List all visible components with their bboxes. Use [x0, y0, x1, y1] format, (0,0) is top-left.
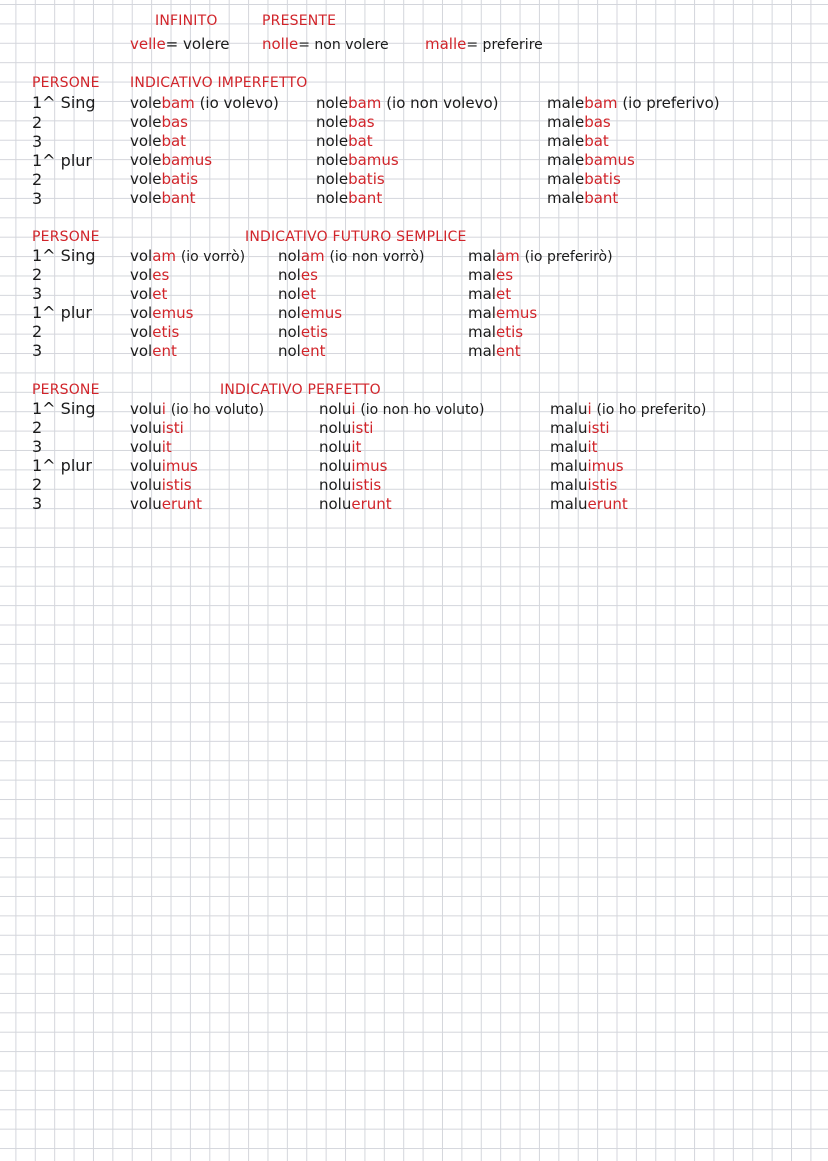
nolle-definition [262, 37, 389, 52]
person-label: 3 [32, 189, 43, 208]
verb-form-malle: malebant [547, 189, 619, 207]
verb-form-velle: voluimus [130, 457, 198, 475]
verb-form-velle: volet [130, 285, 168, 303]
presente-heading: PRESENTE [262, 13, 337, 29]
gloss: (io non vorrò) [329, 249, 425, 265]
verb-form-malle: maluisti [550, 419, 610, 437]
verb-form-malle: malebam (io preferivo) [547, 94, 720, 112]
verb-form-nolle: noluisti [319, 419, 374, 437]
gloss: (io ho voluto) [170, 402, 265, 418]
malle-stem: malle [425, 35, 467, 53]
verb-form-velle: volebas [130, 113, 188, 131]
verb-form-malle: maluistis [550, 476, 618, 494]
persone-label: PERSONE [32, 382, 100, 398]
person-label: 2 [32, 418, 43, 437]
gloss: (io vorrò) [180, 249, 246, 265]
verb-form-malle: malui (io ho preferito) [550, 400, 707, 418]
verb-form-velle: voluistis [130, 476, 192, 494]
nolle-stem: nolle [262, 35, 299, 53]
verb-form-nolle: nolebas [316, 113, 375, 131]
person-label: 1^ Sing [32, 399, 96, 418]
verb-form-malle: maluimus [550, 457, 624, 475]
gloss: (io preferirò) [524, 249, 613, 265]
verb-form-nolle: nolebant [316, 189, 383, 207]
verb-form-nolle: nolam (io non vorrò) [278, 247, 425, 265]
verb-form-velle: volebamus [130, 151, 213, 169]
verb-form-nolle: noluistis [319, 476, 382, 494]
verb-form-malle: malet [468, 285, 512, 303]
gloss: (io volevo) [199, 94, 279, 112]
verb-form-nolle: nolui (io non ho voluto) [319, 400, 485, 418]
verb-form-velle: volui (io ho voluto) [130, 400, 265, 418]
verb-form-nolle: nolet [278, 285, 316, 303]
verb-form-malle: malebat [547, 132, 609, 150]
verb-form-malle: maluit [550, 438, 598, 456]
section-title: INDICATIVO PERFETTO [220, 382, 381, 398]
verb-form-nolle: nolent [278, 342, 326, 360]
verb-form-velle: volam (io vorrò) [130, 247, 246, 265]
person-label: 3 [32, 437, 43, 456]
gloss: (io non ho voluto) [360, 402, 485, 418]
verb-form-nolle: nolebam (io non volevo) [316, 94, 499, 112]
person-label: 1^ Sing [32, 246, 96, 265]
persone-label: PERSONE [32, 229, 100, 245]
verb-form-malle: maletis [468, 323, 524, 341]
person-label: 1^ plur [32, 151, 92, 170]
verb-form-nolle: noles [278, 266, 318, 284]
verb-form-nolle: noluimus [319, 457, 388, 475]
malle-meaning: = preferire [466, 37, 543, 53]
person-label: 3 [32, 132, 43, 151]
section-title: INDICATIVO IMPERFETTO [130, 75, 308, 91]
verb-form-malle: malebatis [547, 170, 621, 188]
verb-form-velle: volent [130, 342, 177, 360]
verb-form-velle: voletis [130, 323, 180, 341]
person-label: 1^ Sing [32, 93, 96, 112]
person-label: 1^ plur [32, 456, 92, 475]
person-label: 3 [32, 341, 43, 360]
person-label: 1^ plur [32, 303, 92, 322]
verb-form-velle: voles [130, 266, 170, 284]
verb-form-malle: males [468, 266, 514, 284]
verb-form-velle: voluisti [130, 419, 184, 437]
verb-form-velle: voluit [130, 438, 172, 456]
person-label: 2 [32, 322, 43, 341]
velle-definition [130, 37, 230, 52]
section-title: INDICATIVO FUTURO SEMPLICE [245, 229, 467, 245]
person-label: 2 [32, 170, 43, 189]
persone-label: PERSONE [32, 75, 100, 91]
person-label: 2 [32, 265, 43, 284]
verb-form-nolle: nolebatis [316, 170, 385, 188]
verb-form-velle: volebat [130, 132, 187, 150]
malle-definition [425, 37, 543, 52]
verb-form-nolle: noluerunt [319, 495, 392, 513]
verb-form-nolle: noletis [278, 323, 328, 341]
gloss: (io ho preferito) [596, 402, 707, 418]
gloss: (io non volevo) [386, 94, 499, 112]
verb-form-velle: volemus [130, 304, 194, 322]
person-label: 3 [32, 284, 43, 303]
gloss: (io preferivo) [622, 94, 720, 112]
verb-form-malle: malemus [468, 304, 538, 322]
velle-stem: velle [130, 35, 166, 53]
verb-form-velle: volebatis [130, 170, 199, 188]
verb-form-nolle: noluit [319, 438, 362, 456]
person-label: 3 [32, 494, 43, 513]
verb-form-malle: malent [468, 342, 521, 360]
person-label: 2 [32, 113, 43, 132]
person-label: 2 [32, 475, 43, 494]
verb-form-malle: maluerunt [550, 495, 628, 513]
verb-form-nolle: nolebat [316, 132, 373, 150]
velle-meaning: = volere [165, 35, 230, 53]
verb-form-malle: malebas [547, 113, 611, 131]
verb-form-malle: malam (io preferirò) [468, 247, 613, 265]
verb-form-velle: volebam (io volevo) [130, 94, 279, 112]
infinito-heading: INFINITO [155, 13, 218, 29]
nolle-meaning: = non volere [298, 37, 389, 53]
verb-form-nolle: nolemus [278, 304, 343, 322]
verb-form-malle: malebamus [547, 151, 635, 169]
verb-form-velle: volebant [130, 189, 196, 207]
verb-form-velle: voluerunt [130, 495, 203, 513]
verb-form-nolle: nolebamus [316, 151, 399, 169]
